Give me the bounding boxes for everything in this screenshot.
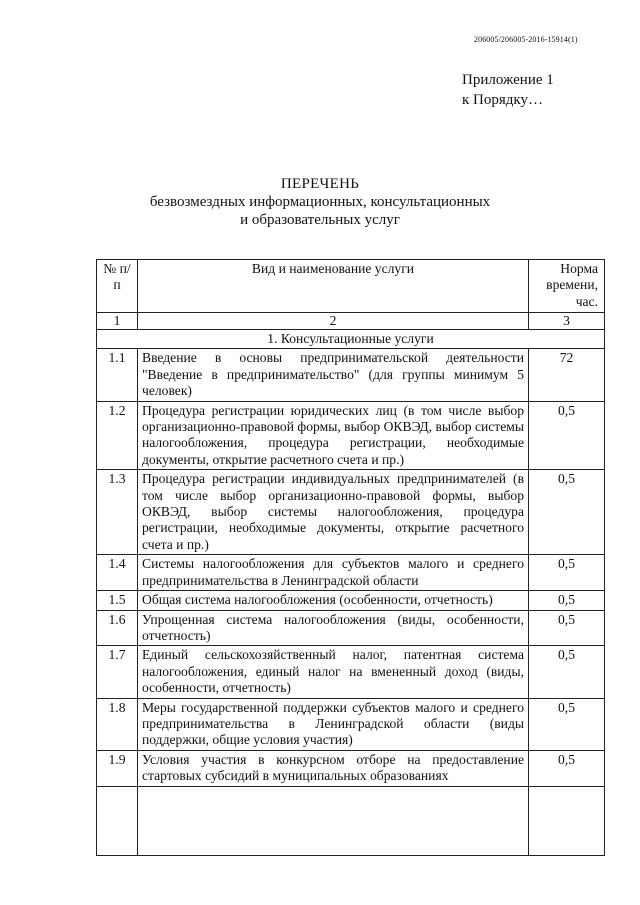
- column-number-1: 1: [97, 313, 138, 330]
- row-service-name: Системы налогообложения для субъектов малого и среднего предпринимательства в Ленинградской области: [138, 555, 529, 591]
- row-service-name: Условия участия в конкурсном отборе на предоставление стартовых субсидий в муниципальных образованиях: [138, 750, 529, 786]
- table-header-row: [97, 260, 605, 313]
- row-norm: 0,5: [529, 591, 605, 610]
- title-subheading-2: и образовательных услуг: [240, 212, 400, 228]
- table-row: [97, 698, 605, 750]
- appendix-line-2: к Порядку…: [462, 92, 543, 108]
- header-norm: Норма времени, час.: [529, 260, 605, 313]
- document-id: 206005/206005-2016-15914(1): [474, 35, 578, 44]
- table-row: [97, 750, 605, 786]
- header-name: Вид и наименование услуги: [138, 260, 529, 313]
- row-number: 1.8: [97, 698, 138, 750]
- empty-cell: [138, 786, 529, 855]
- row-norm: 0,5: [529, 555, 605, 591]
- row-norm: 0,5: [529, 470, 605, 555]
- table-row: [97, 401, 605, 470]
- table-row: [97, 646, 605, 698]
- column-number-row: [97, 313, 605, 330]
- row-norm: 72: [529, 349, 605, 401]
- row-service-name: Единый сельскохозяйственный налог, патентная система налогообложения, единый налог на вмененный доход (виды, особенности, отчетность): [138, 646, 529, 698]
- table-row: [97, 555, 605, 591]
- row-number: 1.1: [97, 349, 138, 401]
- column-number-2: 2: [138, 313, 529, 330]
- row-service-name: Меры государственной поддержки субъектов малого и среднего предпринимательства в Ленинградской области (виды поддержки, общие условия участия): [138, 698, 529, 750]
- row-number: 1.7: [97, 646, 138, 698]
- row-service-name: Общая система налогообложения (особенности, отчетность): [138, 591, 529, 610]
- section-row: [97, 330, 605, 349]
- row-number: 1.2: [97, 401, 138, 470]
- row-norm: 0,5: [529, 750, 605, 786]
- appendix-line-1: Приложение 1: [462, 72, 554, 88]
- row-service-name: Введение в основы предпринимательской деятельности "Введение в предпринимательство" (для группы минимум 5 человек): [138, 349, 529, 401]
- row-norm: 0,5: [529, 646, 605, 698]
- row-number: 1.5: [97, 591, 138, 610]
- table-row: [97, 591, 605, 610]
- title-heading: ПЕРЕЧЕНЬ: [280, 176, 360, 192]
- row-number: 1.3: [97, 470, 138, 555]
- document-title: [0, 175, 640, 229]
- empty-row: [97, 786, 605, 855]
- row-service-name: Упрощенная система налогообложения (виды, особенности, отчетность): [138, 610, 529, 646]
- empty-cell: [97, 786, 138, 855]
- empty-cell: [529, 786, 605, 855]
- row-number: 1.6: [97, 610, 138, 646]
- section-title: 1. Консультационные услуги: [97, 330, 605, 349]
- services-table: [96, 259, 605, 856]
- row-norm: 0,5: [529, 401, 605, 470]
- row-service-name: Процедура регистрации юридических лиц (в том числе выбор организационно-правовой формы, выбор ОКВЭД, выбор системы налогообложения, процедура регистрации, необходимые документы, открытие расчетного счета и пр.): [138, 401, 529, 470]
- title-subheading-1: безвозмездных информационных, консультационных: [149, 194, 491, 210]
- row-norm: 0,5: [529, 698, 605, 750]
- table-row: [97, 349, 605, 401]
- row-service-name: Процедура регистрации индивидуальных предпринимателей (в том числе выбор организационно-правовой формы, выбор ОКВЭД, выбор системы налогообложения, процедура регистрации, необходимые документы, открытие расчетного счета и пр.): [138, 470, 529, 555]
- appendix-note: [462, 70, 554, 110]
- header-num: № п/п: [97, 260, 138, 313]
- table-row: [97, 610, 605, 646]
- column-number-3: 3: [529, 313, 605, 330]
- table-row: [97, 470, 605, 555]
- row-norm: 0,5: [529, 610, 605, 646]
- row-number: 1.4: [97, 555, 138, 591]
- row-number: 1.9: [97, 750, 138, 786]
